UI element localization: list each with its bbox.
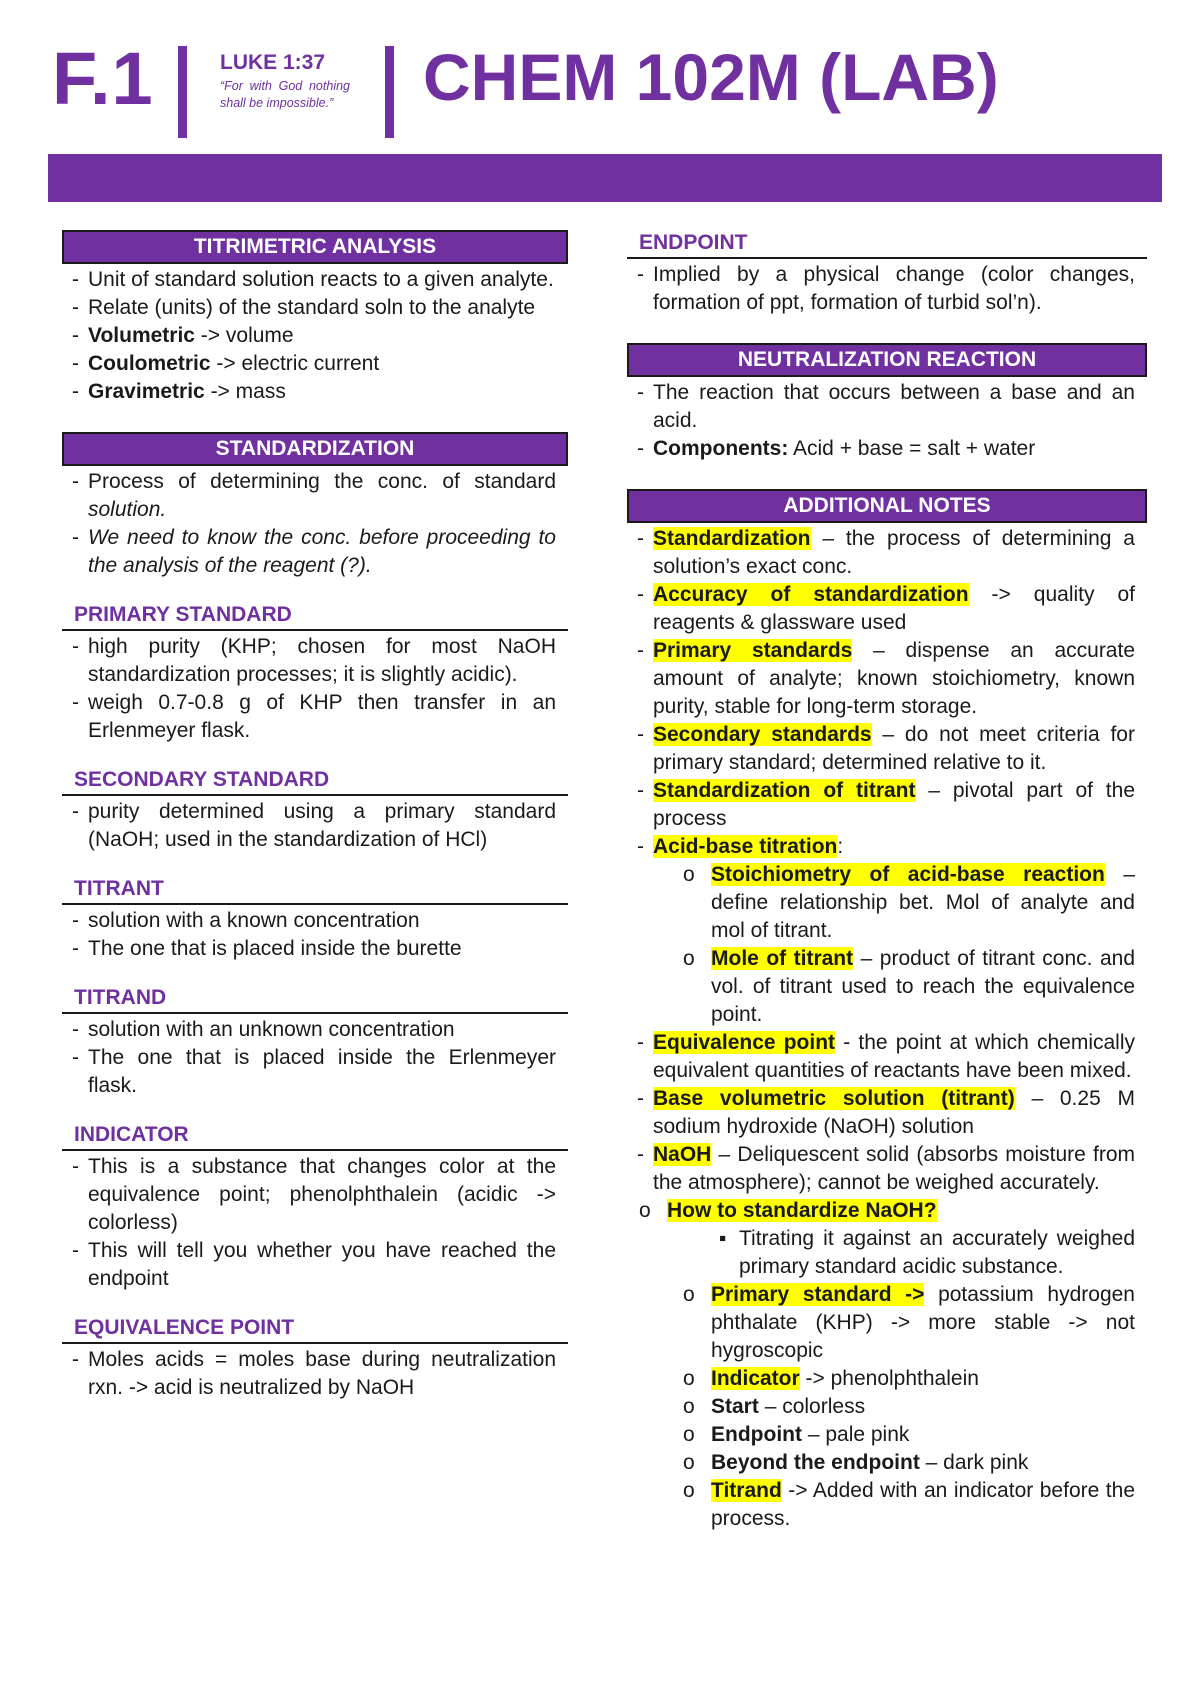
subheading-titrant: TITRANT [62,876,568,905]
list-item: - Implied by a physical change (color changes, formation of ppt, formation of turbid sol’n). [627,261,1147,317]
list-item: o Mole of titrant – product of titrant conc. and vol. of titrant used to reach the equivalence point. [627,945,1147,1029]
verse-text: “For with God nothing shall be impossible.” [220,79,350,110]
list-item: o Indicator -> phenolphthalein [627,1365,1147,1393]
list-item: - Accuracy of standardization -> quality of reagents & glassware used [627,581,1147,637]
list-item: - Volumetric -> volume [62,322,568,350]
list-item: - Process of determining the conc. of standard solution. [62,468,568,524]
subheading-primary-standard: PRIMARY STANDARD [62,602,568,631]
left-column [62,230,568,1402]
list-item: - solution with a known concentration [62,907,568,935]
list-item: - Moles acids = moles base during neutralization rxn. -> acid is neutralized by NaOH [62,1346,568,1402]
list-item: o Beyond the endpoint – dark pink [627,1449,1147,1477]
list-item: - This is a substance that changes color at the equivalence point; phenolphthalein (acidic -> colorless) [62,1153,568,1237]
list-item: - Relate (units) of the standard soln to the analyte [62,294,568,322]
list-item: o How to standardize NaOH? [627,1197,1147,1225]
titrand-list [62,1016,568,1100]
section-heading-neutralization: NEUTRALIZATION REACTION [627,343,1147,377]
list-item: - We need to know the conc. before proceeding to the analysis of the reagent (?). [62,524,568,580]
subheading-titrand: TITRAND [62,985,568,1014]
list-item: - purity determined using a primary standard (NaOH; used in the standardization of HCl) [62,798,568,854]
neutralization-list [627,379,1147,463]
additional-notes-list [627,525,1147,1533]
list-item: o Start – colorless [627,1393,1147,1421]
list-item: - high purity (KHP; chosen for most NaOH standardization processes; it is slightly acidic). [62,633,568,689]
list-item: - Base volumetric solution (titrant) – 0.25 M sodium hydroxide (NaOH) solution [627,1085,1147,1141]
verse-reference: LUKE 1:37 [220,51,326,74]
list-item: ▪ Titrating it against an accurately weighed primary standard acidic substance. [627,1225,1147,1281]
section-code: F.1 [52,37,154,120]
endpoint-list [627,261,1147,317]
course-title: CHEM 102M (LAB) [423,40,999,114]
list-item: - Secondary standards – do not meet criteria for primary standard; determined relative to it. [627,721,1147,777]
secondary-standard-list [62,798,568,854]
list-item: o Titrand -> Added with an indicator before the process. [627,1477,1147,1533]
list-item: - Equivalence point - the point at which chemically equivalent quantities of reactants have been mixed. [627,1029,1147,1085]
indicator-list [62,1153,568,1293]
subheading-equivalence-point: EQUIVALENCE POINT [62,1315,568,1344]
header-divider [178,46,187,138]
list-item: - The one that is placed inside the Erlenmeyer flask. [62,1044,568,1100]
list-item: - Coulometric -> electric current [62,350,568,378]
list-item: - The reaction that occurs between a base and an acid. [627,379,1147,435]
list-item: - solution with an unknown concentration [62,1016,568,1044]
list-item: - Unit of standard solution reacts to a given analyte. [62,266,568,294]
titrimetric-list [62,266,568,406]
titrant-list [62,907,568,963]
subheading-indicator: INDICATOR [62,1122,568,1151]
list-item: o Stoichiometry of acid-base reaction – define relationship bet. Mol of analyte and mol of titrant. [627,861,1147,945]
section-heading-additional-notes: ADDITIONAL NOTES [627,489,1147,523]
header-divider [385,46,394,138]
list-item: - Gravimetric -> mass [62,378,568,406]
list-item: - weigh 0.7-0.8 g of KHP then transfer in an Erlenmeyer flask. [62,689,568,745]
list-item: - Standardization – the process of determining a solution’s exact conc. [627,525,1147,581]
list-item: - Primary standards – dispense an accurate amount of analyte; known stoichiometry, known purity, stable for long-term storage. [627,637,1147,721]
list-item: - Acid-base titration: [627,833,1147,861]
standardization-list [62,468,568,580]
section-heading-standardization: STANDARDIZATION [62,432,568,466]
section-heading-titrimetric: TITRIMETRIC ANALYSIS [62,230,568,264]
list-item: - Components: Acid + base = salt + water [627,435,1147,463]
subheading-endpoint: ENDPOINT [627,230,1147,259]
header-banner [48,154,1162,202]
list-item: o Primary standard -> potassium hydrogen phthalate (KHP) -> more stable -> not hygroscopic [627,1281,1147,1365]
subheading-secondary-standard: SECONDARY STANDARD [62,767,568,796]
list-item: - NaOH – Deliquescent solid (absorbs moisture from the atmosphere); cannot be weighed accurately. [627,1141,1147,1197]
list-item: - This will tell you whether you have reached the endpoint [62,1237,568,1293]
right-column [627,230,1147,1533]
list-item: o Endpoint – pale pink [627,1421,1147,1449]
list-item: - Standardization of titrant – pivotal part of the process [627,777,1147,833]
primary-standard-list [62,633,568,745]
list-item: - The one that is placed inside the burette [62,935,568,963]
equivalence-point-list [62,1346,568,1402]
